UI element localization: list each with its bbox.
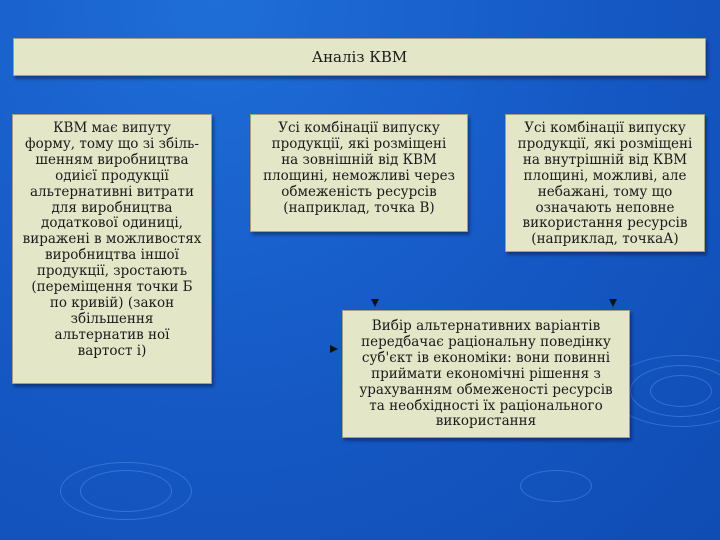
text-line: на зовнішній від КВМ [281, 151, 437, 168]
text-line: продукції, які розміщені [271, 135, 447, 152]
text-line: (наприклад, точка В) [283, 199, 435, 216]
text-line: приймати економічні рішення з [371, 365, 601, 382]
text-line: виробництва іншої [45, 247, 179, 264]
diagram-title: Аналіз КВМ [311, 48, 408, 66]
text-line: Вибір альтернативних варіантів [371, 318, 601, 334]
text-line: форму, тому що зі збіль- [25, 135, 199, 152]
text-line: по кривій) (закон [49, 294, 175, 311]
arrow-right-icon [330, 345, 338, 353]
text-line: (наприклад, точкаА) [531, 231, 679, 248]
text-line: вартост і) [77, 342, 147, 359]
text-line: використання [435, 413, 537, 430]
text-line: площині, неможливі через [263, 167, 455, 184]
text-line: означають неповне [535, 199, 675, 216]
text-line: площині, можливі, але [523, 167, 687, 184]
arrow-down-left-icon [371, 299, 379, 307]
text-line: урахуванням обмеженості ресурсів [359, 381, 613, 398]
text-line: використання ресурсів [522, 215, 688, 232]
text-line: на внутрішній від КВМ [522, 151, 688, 168]
text-line: КВМ має випуту [53, 120, 171, 136]
text-line: виражені в можливостях [22, 231, 202, 248]
text-line: шенням виробництва [35, 151, 189, 168]
text-line: Усі комбінації випуску [524, 120, 686, 136]
text-line: одиієї продукції [55, 167, 169, 184]
text-line: Усі комбінації випуску [278, 120, 440, 136]
text-line: (переміщення точки Б [31, 279, 193, 296]
text-line: передбачає раціональну поведінку [361, 333, 611, 350]
text-line: суб'єкт ів економіки: вони повинні [361, 349, 611, 366]
text-line: альтернативні витрати [29, 183, 195, 200]
text-line: збільшення [70, 310, 154, 327]
text-line: небажані, тому що [537, 183, 673, 200]
arrow-down-right-icon [609, 299, 617, 307]
text-line: альтернатив ної [54, 326, 170, 343]
text-line: продукції, які розміщені [517, 135, 693, 152]
text-line: для виробництва [51, 199, 173, 216]
text-line: обмеженість ресурсів [281, 183, 437, 200]
text-line: продукції, зростають [36, 263, 188, 280]
text-line: та необхідності їх раціонального [369, 397, 603, 414]
text-line: додаткової одиниці, [41, 215, 183, 232]
